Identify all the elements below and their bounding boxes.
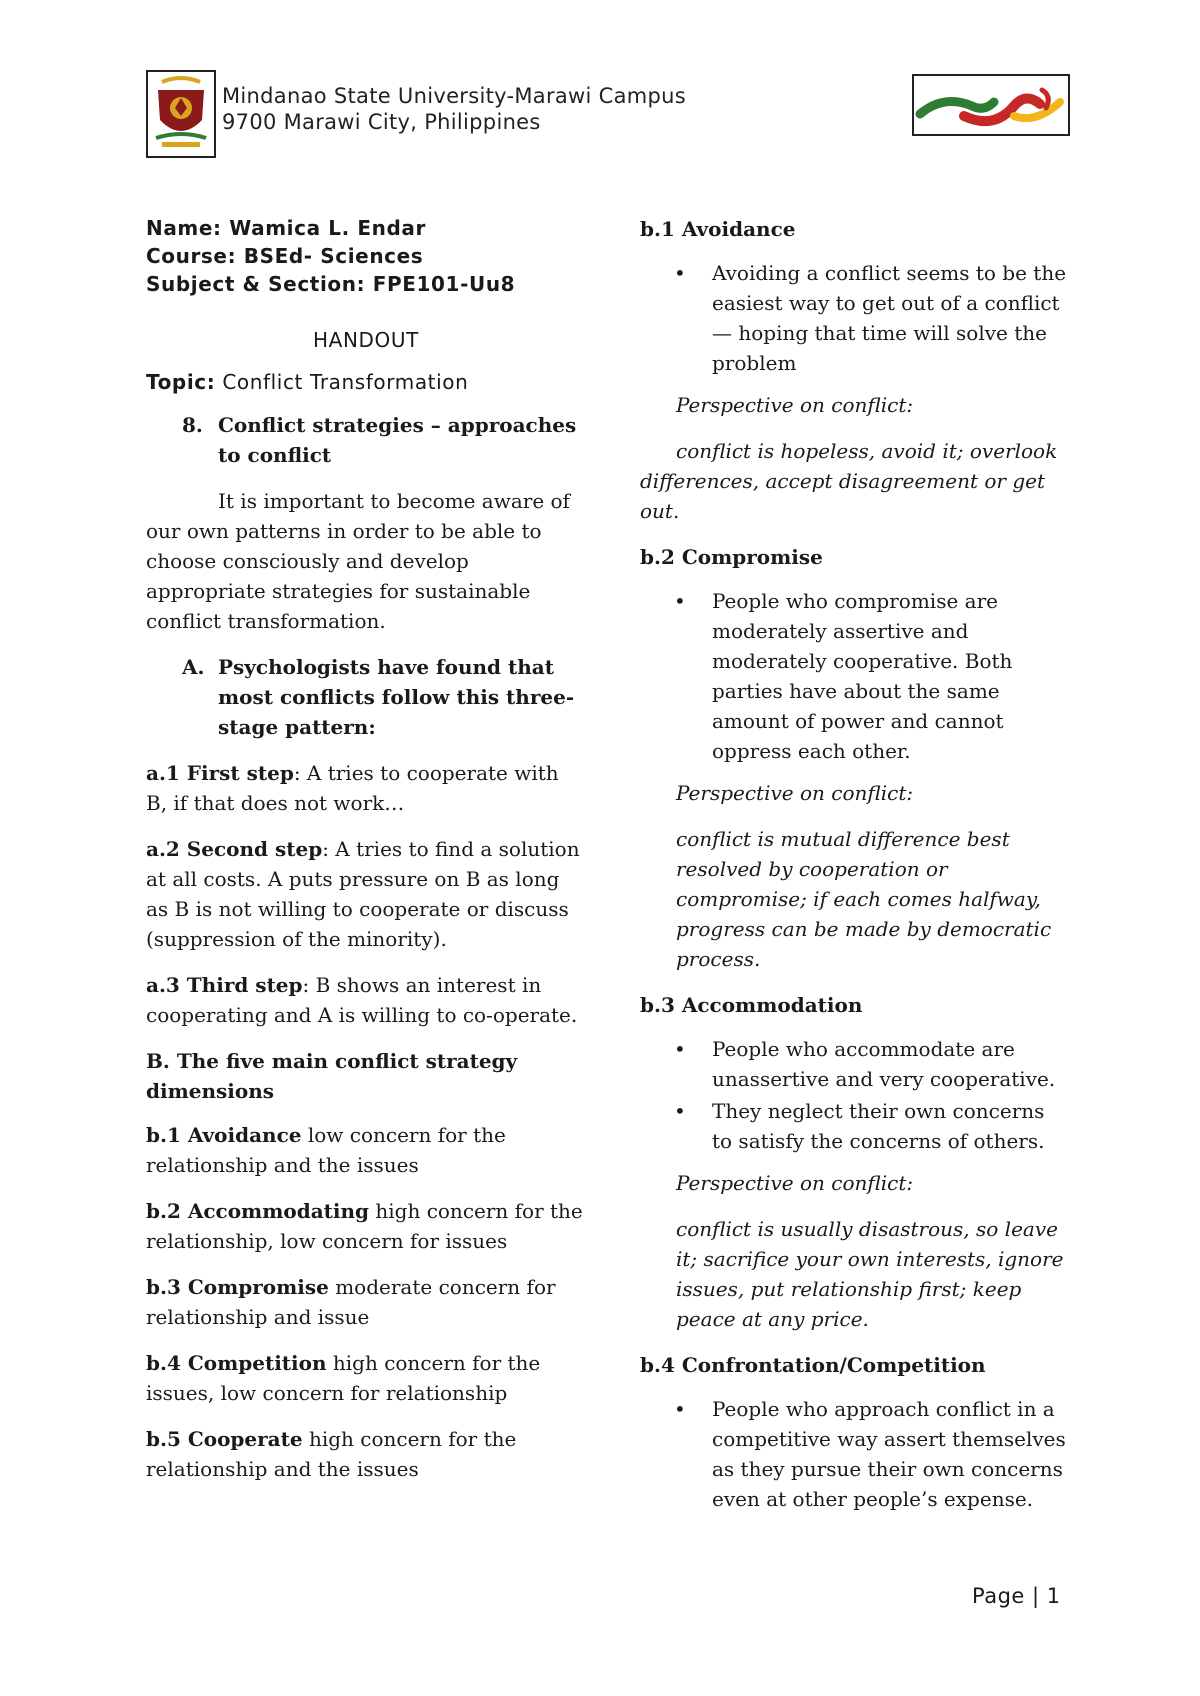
dimension-b4: [146, 1348, 586, 1408]
section-a-number: A.: [182, 655, 205, 679]
intro-paragraph: It is important to become aware of our own patterns in order to be able to choose consciously and develop appropriate strategies for sustainable conflict transformation.: [146, 489, 570, 633]
bullet-text: They neglect their own concerns to satisfy the concerns of others.: [712, 1099, 1045, 1153]
dimension-label: b.3 Compromise: [146, 1275, 329, 1299]
b4-bullet: [640, 1394, 1070, 1514]
dimension-b5: [146, 1424, 586, 1484]
b3-bullet-2: [640, 1096, 1070, 1156]
section-a-heading: [146, 652, 586, 742]
dimension-text: low concern for the relationship and the issues: [146, 1123, 506, 1177]
dimension-text: high concern for the relationship and the issues: [146, 1427, 517, 1481]
b1-perspective-quote: [640, 436, 1070, 526]
bullet-icon: •: [674, 1037, 686, 1061]
bullet-icon: •: [674, 261, 686, 285]
page-number: Page | 1: [972, 1584, 1061, 1608]
student-name: Name: Wamica L. Endar: [146, 216, 426, 240]
bullet-text: People who compromise are moderately assertive and moderately cooperative. Both parties have about the same amount of power and cannot oppress each other.: [712, 589, 1013, 763]
topic-label: Topic:: [146, 370, 216, 394]
section-8-title: Conflict strategies – approaches to conflict: [218, 413, 577, 467]
bullet-text: People who accommodate are unassertive and very cooperative.: [712, 1037, 1056, 1091]
section-8-heading: [146, 410, 586, 470]
b2-perspective-label: Perspective on conflict:: [676, 781, 914, 805]
university-seal-logo: [146, 70, 216, 158]
b4-heading: b.4 Confrontation/Competition: [640, 1353, 986, 1377]
b1-bullet: [640, 258, 1070, 378]
step-text: : A tries to cooperate with B, if that does not work…: [146, 761, 559, 815]
step-a3: [146, 970, 586, 1030]
b1-quote-text: conflict is hopeless, avoid it; overlook differences, accept disagreement or get out.: [640, 439, 1058, 523]
b3-perspective-label: Perspective on conflict:: [676, 1171, 914, 1195]
bullet-icon: •: [674, 1397, 686, 1421]
b3-heading: b.3 Accommodation: [640, 993, 863, 1017]
student-course: Course: BSEd- Sciences: [146, 244, 424, 268]
dimension-b1: [146, 1120, 586, 1180]
student-info: [146, 214, 586, 298]
step-text: : A tries to find a solution at all costs. A puts pressure on B as long as B is not willing to cooperate or discuss (suppression of the minority).: [146, 837, 580, 951]
b2-heading: b.2 Compromise: [640, 545, 823, 569]
b1-perspective-label: Perspective on conflict:: [676, 393, 914, 417]
dimension-b2: [146, 1196, 586, 1256]
dimension-label: b.2 Accommodating: [146, 1199, 370, 1223]
topic-line: [146, 370, 586, 394]
b1-heading: b.1 Avoidance: [640, 217, 796, 241]
bullet-icon: •: [674, 1099, 686, 1123]
dimension-text: high concern for the issues, low concern for relationship: [146, 1351, 541, 1405]
bullet-icon: •: [674, 589, 686, 613]
handout-title: HANDOUT: [313, 328, 419, 352]
university-name: Mindanao State University-Marawi Campus: [222, 84, 687, 108]
bullet-text: People who approach conflict in a competitive way assert themselves as they pursue their own concerns even at other people’s expense.: [712, 1397, 1066, 1511]
section-b-heading: B. The five main conflict strategy dimensions: [146, 1049, 518, 1103]
step-text: : B shows an interest in cooperating and A is willing to co-operate.: [146, 973, 578, 1027]
section-8-number: 8.: [182, 413, 203, 437]
subject-section: Subject & Section: FPE101-Uu8: [146, 272, 516, 296]
step-label: a.3 Third step: [146, 973, 303, 997]
dimension-label: b.4 Competition: [146, 1351, 327, 1375]
step-label: a.1 First step: [146, 761, 294, 785]
topic-value: Conflict Transformation: [215, 370, 469, 394]
b2-perspective-quote: conflict is mutual difference best resolved by cooperation or compromise; if each comes halfway, progress can be made by democratic process.: [676, 827, 1052, 971]
right-column: [640, 214, 1070, 1516]
dimension-text: high concern for the relationship, low concern for issues: [146, 1199, 583, 1253]
step-a1: [146, 758, 586, 818]
b3-perspective-quote: conflict is usually disastrous, so leave it; sacrifice your own interests, ignore issues, put relationship first; keep peace at any price.: [676, 1217, 1064, 1331]
step-a2: [146, 834, 586, 954]
bullet-text: Avoiding a conflict seems to be the easiest way to get out of a conflict — hoping that time will solve the problem: [712, 261, 1067, 375]
dimension-label: b.1 Avoidance: [146, 1123, 302, 1147]
left-column: [146, 214, 586, 1500]
college-logo: [912, 74, 1070, 136]
dimension-label: b.5 Cooperate: [146, 1427, 303, 1451]
dimension-text: moderate concern for relationship and issue: [146, 1275, 556, 1329]
b2-bullet: [640, 586, 1070, 766]
university-address: 9700 Marawi City, Philippines: [222, 110, 541, 134]
section-a-title: Psychologists have found that most conflicts follow this three-stage pattern:: [218, 655, 575, 739]
b3-bullet-1: [640, 1034, 1070, 1094]
dimension-b3: [146, 1272, 586, 1332]
step-label: a.2 Second step: [146, 837, 323, 861]
university-header: [222, 83, 686, 135]
